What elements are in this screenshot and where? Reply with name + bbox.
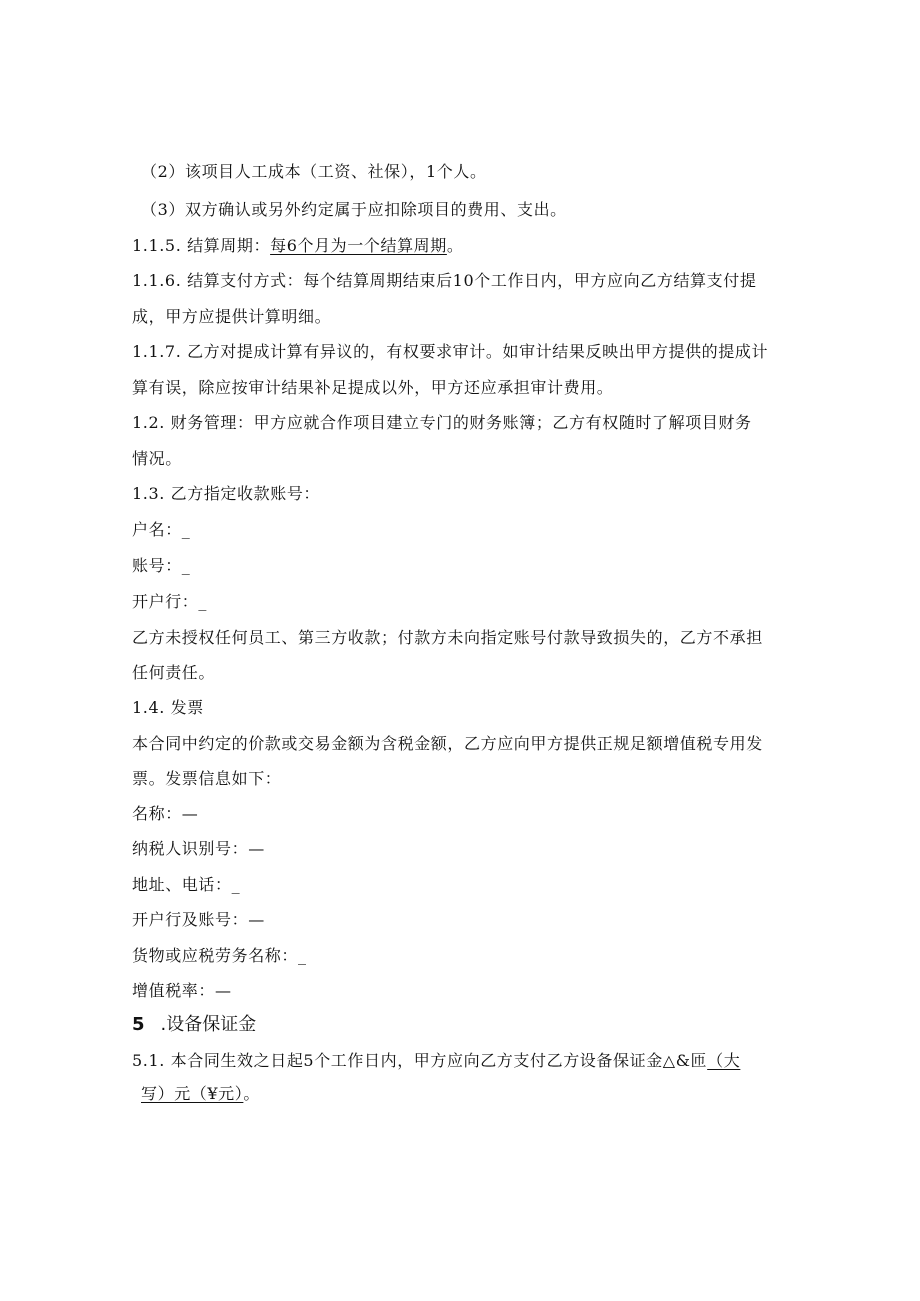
paragraph-cost-item-2: （2）该项目人工成本（工资、社保），1个人。 <box>141 162 487 181</box>
address-phone-field: 地址、电话：_ <box>132 875 241 894</box>
bank-field: 开户行：_ <box>132 592 208 611</box>
vat-rate-field: 增值税率：— <box>132 981 232 1000</box>
section-5-title: .设备保证金 <box>160 1014 257 1035</box>
invoice-bank-account-field: 开户行及账号：— <box>132 910 265 929</box>
section-5-number: 5 <box>132 1014 145 1035</box>
taxpayer-id-field: 纳税人识别号：— <box>132 839 265 858</box>
goods-service-name-field: 货物或应税劳务名称：_ <box>132 946 307 965</box>
clause-1-1-7-line-2: 算有误，除应按审计结果补足提成以外，甲方还应承担审计费用。 <box>132 378 614 397</box>
settlement-period-value: 每6个月为一个结算周期 <box>270 236 447 255</box>
section-5-heading <box>132 1013 256 1037</box>
clause-5-1-line-1 <box>132 1050 740 1072</box>
deposit-amount-blank-a: （大 <box>707 1051 741 1070</box>
clause-5-1-line-2 <box>141 1083 260 1105</box>
account-name-field: 户名：_ <box>132 520 191 539</box>
clause-1-1-5-label: 1.1.5. 结算周期： <box>132 236 271 255</box>
clause-1-1-7-line-1: 1.1.7. 乙方对提成计算有异议的，有权要求审计。如审计结果反映出甲方提供的提成计 <box>132 342 769 361</box>
invoice-name-field: 名称：— <box>132 804 199 823</box>
payment-disclaimer-line-1: 乙方未授权任何员工、第三方收款；付款方未向指定账号付款导致损失的，乙方不承担 <box>132 628 763 647</box>
clause-1-1-6-line-1: 1.1.6. 结算支付方式：每个结算周期结束后10个工作日内，甲方应向乙方结算支付提 <box>132 271 757 290</box>
clause-1-2-line-1: 1.2. 财务管理：甲方应就合作项目建立专门的财务账簿；乙方有权随时了解项目财务 <box>132 413 752 432</box>
invoice-paragraph-line-1: 本合同中约定的价款或交易金额为含税金额，乙方应向甲方提供正规足额增值税专用发 <box>132 734 763 753</box>
deposit-amount-blank-b: 写）元（¥元） <box>141 1084 244 1103</box>
clause-5-1-text: 5.1. 本合同生效之日起5个工作日内，甲方应向乙方支付乙方设备保证金△&匝 <box>132 1051 708 1070</box>
account-number-field: 账号：_ <box>132 556 191 575</box>
paragraph-cost-item-3: （3）双方确认或另外约定属于应扣除项目的费用、支出。 <box>141 200 567 219</box>
clause-5-1-end: 。 <box>243 1084 260 1103</box>
invoice-paragraph-line-2: 票。发票信息如下： <box>132 769 282 788</box>
clause-1-1-6-line-2: 成，甲方应提供计算明细。 <box>132 307 332 326</box>
clause-1-1-5-end: 。 <box>446 236 464 255</box>
payment-disclaimer-line-2: 任何责任。 <box>132 663 216 682</box>
clause-1-3: 1.3. 乙方指定收款账号： <box>132 484 321 503</box>
clause-1-1-5 <box>132 235 463 257</box>
clause-1-4: 1.4. 发票 <box>132 698 204 717</box>
clause-1-2-line-2: 情况。 <box>132 449 182 468</box>
